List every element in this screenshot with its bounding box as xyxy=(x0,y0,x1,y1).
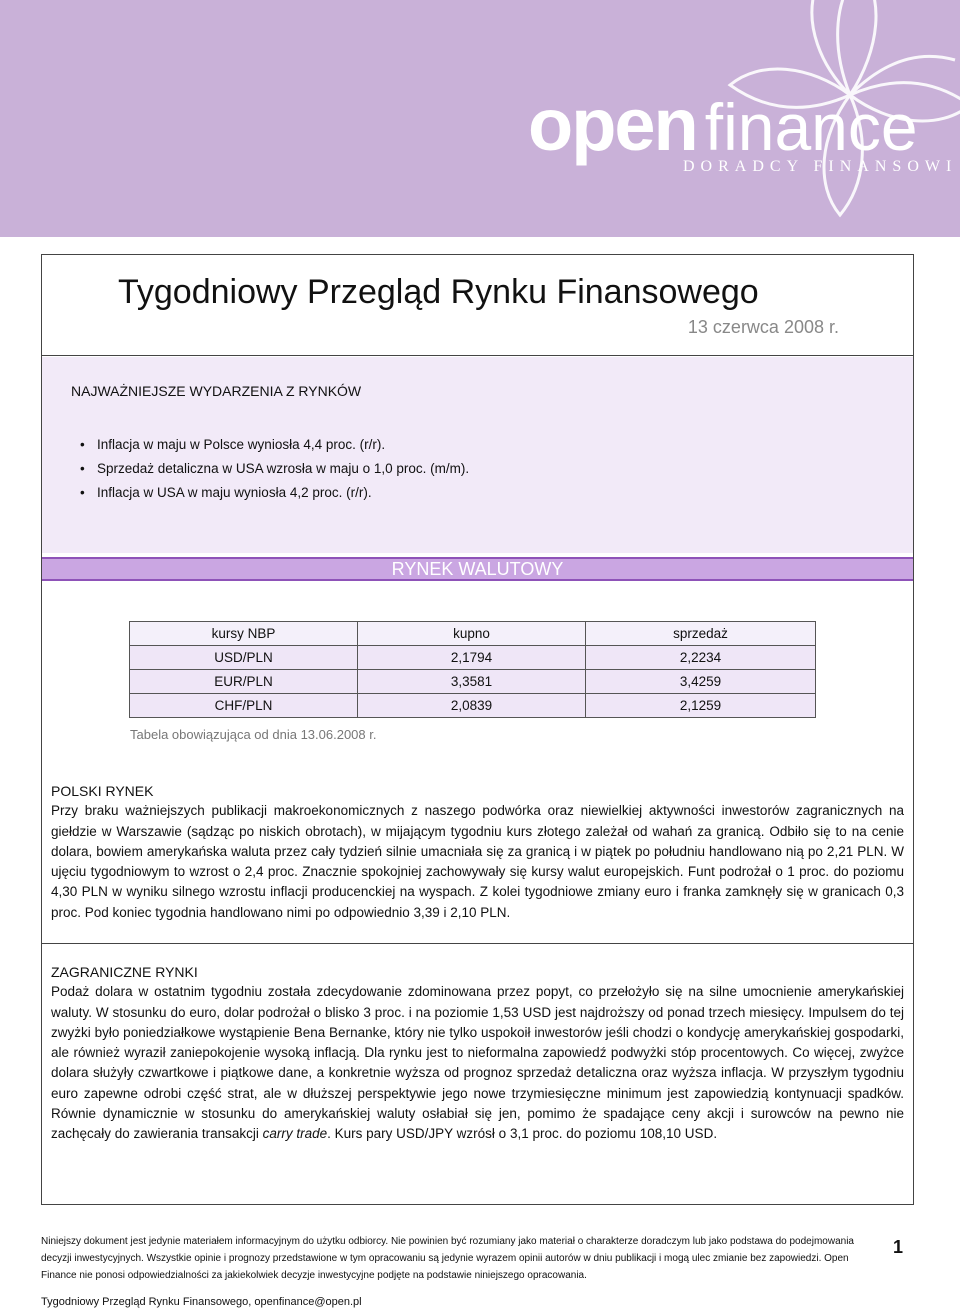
logo-tagline: DORADCY FINANSOWI xyxy=(683,158,958,175)
polish-market-text: Przy braku ważniejszych publikacji makroekonomicznych z naszego podwórka oraz niewielkiej aktywności inwestorów zagranicznych na giełdzie w Warszawie (sądząc po niskich obrotach), w mijającym tygodniu kurs złotego zależał od wahań za granicą. Odbiło się to na cenie dolara, bowiem amerykańska waluta przez cały tydzień silnie umacniała się za granicą i w piątek po południu handlowano nią po 2,21 PLN. W ujęciu tygodniowym to wzrost o 2,4 proc. Znacznie spokojniej zachowywały się kursy walut europejskich. Funt podrożał o 1 proc. do poziomu 4,30 PLN w wyniku silnego wzrostu inflacji producenckiej na wyspach. Z kolei tygodniowe zmiany euro i franka zamknęły się w granicach 0,3 proc. Pod koniec tygodnia handlowano nimi po odpowiednio 3,39 i 2,10 PLN. xyxy=(51,803,904,920)
buy-rate-cell: 2,0839 xyxy=(358,694,586,718)
currency-pair-cell: EUR/PLN xyxy=(130,670,358,694)
foreign-markets-section xyxy=(51,962,904,1145)
polish-market-title: POLSKI RYNEK xyxy=(51,783,154,799)
key-events-list xyxy=(80,433,469,505)
header-band xyxy=(0,0,960,237)
open-finance-logo xyxy=(528,82,918,167)
sell-rate-cell: 2,1259 xyxy=(586,694,816,718)
foreign-markets-text-part: Podaż dolara w ostatnim tygodniu została zdecydowanie zdominowana przez popyt, co przełożyło się na silne umocnienie amerykańskiej waluty. W stosunku do euro, dolar podrożał o blisko 3 proc. i na poziomie 1,53 USD jest najdroższy od ponad trzech miesięcy. Impulsem do tej zwyżki było poniedziałkowe wystąpienie Bena Bernanke, który nie tylko uspokoił inwestorów jeśli chodzi o kondycję amerykańskiej gospodarki, ale również wyraził zaniepokojenie wysoką inflacją. Dla rynku jest to nieformalna zapowiedź podwyżki stóp procentowych. Co więcej, zwyżce dolara służyły czwartkowe i piątkowe dane, a konkretnie wyższa od prognoz sprzedaż detaliczna oraz wyższa inflacja. W przyszłym tygodniu euro zapewne odrobi część strat, ale w dłuższej perspektywie jego nowe trzymiesięczne minimum jest zapowiedzią kontynuacji spadków. Równie dynamicznie w stosunku do amerykańskiej waluty osłabiał się jen, pomimo że spadające ceny akcji i surowców na pewno nie zachęcały do zawierania transakcji xyxy=(51,984,904,1142)
key-events-title: NAJWAŻNIEJSZE WYDARZENIA Z RYNKÓW xyxy=(71,383,362,399)
report-date: 13 czerwca 2008 r. xyxy=(687,317,839,337)
fx-rates-table xyxy=(129,621,816,718)
foreign-markets-title: ZAGRANICZNE RYNKI xyxy=(51,964,198,980)
logo-open-text: open xyxy=(528,83,697,166)
carry-trade-term: carry trade xyxy=(262,1126,328,1142)
table-row xyxy=(130,694,816,718)
logo-finance-text: finance xyxy=(704,90,918,164)
key-events-section xyxy=(42,357,913,553)
key-event-item: • Inflacja w maju w Polsce wyniosła 4,4 proc. (r/r). xyxy=(80,433,469,457)
section-divider xyxy=(42,943,913,944)
table-header-row xyxy=(130,622,816,646)
column-header: kupno xyxy=(358,622,586,646)
page-number: 1 xyxy=(893,1237,904,1257)
sell-rate-cell: 2,2234 xyxy=(586,646,816,670)
foreign-markets-text xyxy=(51,982,904,1144)
sell-rate-cell: 3,4259 xyxy=(586,670,816,694)
fx-table-note: Tabela obowiązująca od dnia 13.06.2008 r. xyxy=(130,727,377,742)
buy-rate-cell: 3,3581 xyxy=(358,670,586,694)
report-frame xyxy=(41,254,914,1205)
polish-market-section xyxy=(51,781,904,923)
currency-pair-cell: CHF/PLN xyxy=(130,694,358,718)
table-row xyxy=(130,670,816,694)
title-area xyxy=(42,255,913,356)
table-row xyxy=(130,646,816,670)
page-title: Tygodniowy Przegląd Rynku Finansowego xyxy=(118,273,759,311)
fx-section-bar: RYNEK WALUTOWY xyxy=(42,557,913,581)
foreign-markets-text-part: . Kurs pary USD/JPY wzrósł o 3,1 proc. do poziomu 108,10 USD. xyxy=(327,1126,718,1142)
column-header: kursy NBP xyxy=(130,622,358,646)
currency-pair-cell: USD/PLN xyxy=(130,646,358,670)
key-event-item: • Sprzedaż detaliczna w USA wzrosła w maju o 1,0 proc. (m/m). xyxy=(80,457,469,481)
disclaimer: Niniejszy dokument jest jedynie materiałem informacyjnym do użytku odbiorcy. Nie powinien być rozumiany jako materiał o charakterze doradczym lub jako podstawa do podejmowania decyzji inwestycyjnych. Wszystkie opinie i prognozy przedstawione w tym opracowaniu są jedynie wyrazem opinii autorów w dniu publikacji i mogą ulec zmianie bez zapowiedzi. Open Finance nie ponosi odpowiedzialności za jakiekolwiek decyzje inwestycyjne podjęte na podstawie niniejszego opracowania. xyxy=(41,1236,854,1281)
key-event-item: • Inflacja w USA w maju wyniosła 4,2 proc. (r/r). xyxy=(80,481,469,505)
buy-rate-cell: 2,1794 xyxy=(358,646,586,670)
footer-document-line: Tygodniowy Przegląd Rynku Finansowego, openfinance@open.pl xyxy=(41,1296,362,1308)
column-header: sprzedaż xyxy=(586,622,816,646)
